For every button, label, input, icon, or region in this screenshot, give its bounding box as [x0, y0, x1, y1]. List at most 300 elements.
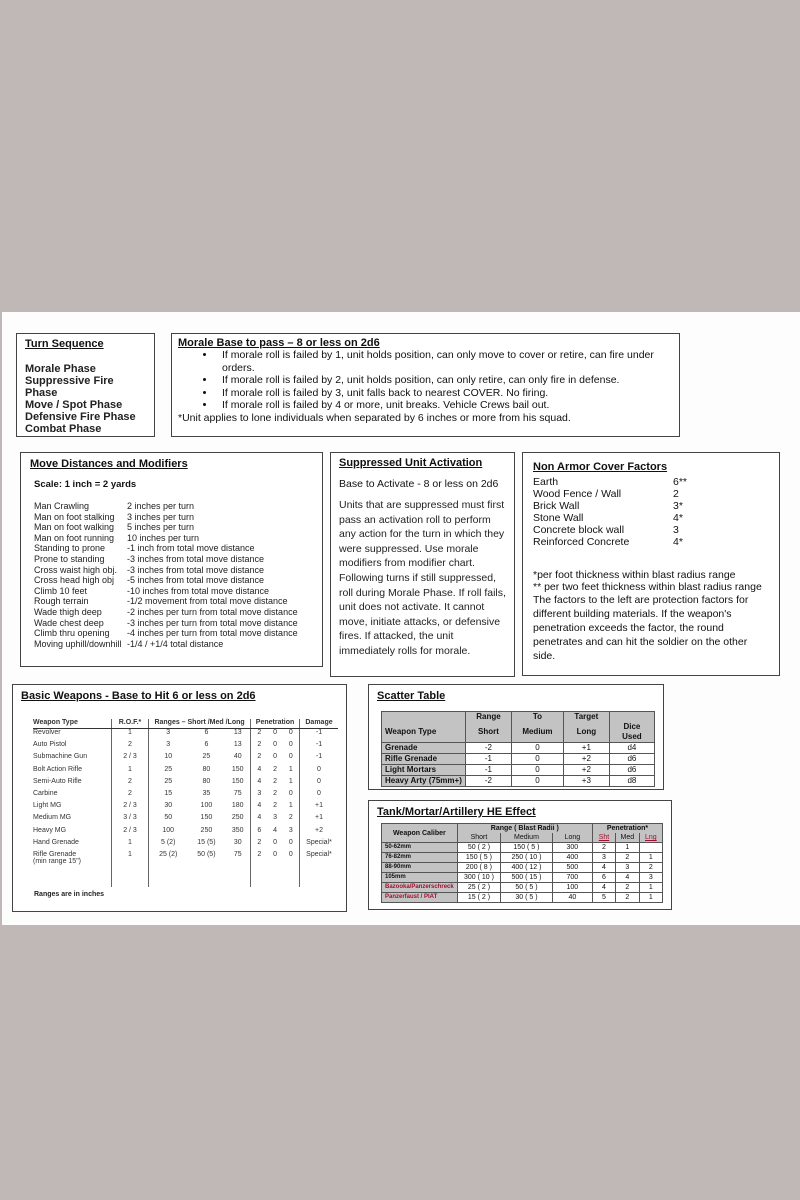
he-sub-head: Medium: [501, 833, 553, 843]
phase-item: Move / Spot Phase: [25, 399, 123, 411]
move-action: Wade thigh deep: [34, 606, 102, 617]
move-value: -1/2 movement from total move distance: [127, 596, 288, 607]
move-value: -5 inches from total move distance: [127, 575, 265, 586]
he-value: 150 ( 5 ): [501, 843, 553, 853]
scatter-value: d4: [609, 743, 654, 754]
weapon-range-short: 5 (2): [161, 838, 176, 846]
weapon-rof: 1: [112, 839, 149, 851]
weapon-row: [33, 729, 338, 742]
weapon-pen-long: 1: [283, 802, 300, 814]
cover-title: Non Armor Cover Factors: [533, 461, 668, 473]
weapon-range-med: 50 (5): [197, 850, 216, 858]
weapon-pen-med: 0: [273, 741, 277, 749]
move-row: [34, 501, 298, 512]
weapon-rof: 1: [112, 729, 149, 742]
move-action: Climb thru opening: [34, 628, 110, 639]
suppressed-activation-box: [330, 452, 515, 677]
he-value: 400: [552, 853, 592, 863]
weapon-damage: 0: [317, 765, 321, 773]
scatter-weapon: Light Mortars: [382, 765, 466, 776]
weapon-range-long: 250: [225, 814, 250, 826]
phase-item: Defensive Fire Phase: [25, 411, 136, 423]
move-action: Standing to prone: [34, 543, 106, 554]
weapon-name: Bolt Action Rifle: [33, 765, 83, 773]
weapon-rof: 1: [112, 766, 149, 778]
scatter-row: [382, 765, 655, 776]
he-sub-head: Long: [552, 833, 592, 843]
weapon-range-long: 350: [225, 827, 250, 839]
weapon-pen-med: 2: [273, 765, 277, 773]
weapon-pen-long: 0: [283, 790, 300, 802]
cover-material: Wood Fence / Wall: [533, 488, 622, 500]
he-sub-head: Sht: [592, 833, 615, 843]
spacer-cell: [112, 865, 149, 887]
weapon-range-long: 150: [225, 778, 250, 790]
he-row: [382, 873, 663, 883]
weapon-row: [33, 790, 338, 802]
scatter-value: -2: [465, 776, 511, 787]
suppressed-base: Base to Activate - 8 or less on 2d6: [339, 478, 499, 490]
weapon-pen-long: 0: [283, 753, 300, 765]
weapon-range-short: 25 (2): [159, 850, 178, 858]
weapon-rof: 1: [112, 851, 149, 865]
col-damage: Damage: [300, 719, 339, 729]
cover-row: [533, 536, 687, 548]
weapon-name: Revolver: [33, 729, 61, 736]
he-value: 40: [552, 893, 592, 903]
he-caliber: 76-82mm: [382, 853, 458, 863]
weapon-pen-long: 0: [283, 729, 300, 742]
col-ranges: Ranges – Short /Med /Long: [149, 719, 251, 729]
suppressed-title: Suppressed Unit Activation: [339, 457, 483, 469]
move-row: [34, 639, 298, 650]
phase-item: Morale Phase: [25, 363, 96, 375]
scatter-value: +2: [563, 754, 609, 765]
weapon-range-med: 250: [200, 826, 213, 834]
he-range-head: Range ( Blast Radii ): [457, 824, 592, 834]
weapon-damage: Special*: [306, 838, 332, 846]
scatter-value: 0: [511, 743, 563, 754]
move-value: -10 inches from total move distance: [127, 585, 270, 596]
weapons-title: Basic Weapons - Base to Hit 6 or less on 2d6: [21, 690, 256, 702]
weapon-damage: -1: [315, 753, 323, 761]
move-distances-box: [20, 452, 323, 667]
weapon-name: Hand Grenade: [33, 838, 79, 846]
move-action: Prone to standing: [34, 553, 105, 564]
weapon-row: [33, 802, 338, 814]
weapon-name-cell: [33, 814, 112, 826]
weapon-name: Heavy MG: [33, 826, 67, 834]
scatter-value: -2: [465, 743, 511, 754]
he-value: 50 ( 2 ): [457, 843, 500, 853]
morale-box: [171, 333, 680, 437]
scatter-head: [609, 712, 654, 723]
he-caliber-head: Weapon Caliber: [382, 824, 458, 843]
scatter-value: +2: [563, 765, 609, 776]
weapon-range-short: 25: [164, 765, 173, 773]
weapon-range-long: 40: [225, 753, 250, 765]
weapon-pen-med: 0: [273, 729, 277, 736]
weapon-name-cell: [33, 839, 112, 851]
move-scale: Scale: 1 inch = 2 yards: [34, 479, 137, 490]
weapon-range-long: 30: [225, 839, 250, 851]
scatter-value: -1: [465, 754, 511, 765]
weapon-range-med: 100: [200, 802, 213, 810]
weapon-range-med: 15 (5): [197, 838, 216, 846]
scatter-head: Weapon Type: [382, 722, 466, 743]
weapon-pen-med: 0: [273, 753, 277, 761]
weapons-table: [33, 719, 338, 887]
spacer-cell: [187, 865, 225, 887]
move-action: Man on foot walking: [34, 522, 115, 533]
weapon-range-long: 75: [225, 790, 250, 802]
he-sub-head: Med: [615, 833, 639, 843]
scatter-table: [381, 711, 655, 787]
cover-row: [533, 488, 687, 500]
scatter-head: Short: [465, 722, 511, 743]
weapon-damage: +1: [315, 802, 323, 810]
cover-footnote-1: *per foot thickness within blast radius range: [533, 569, 736, 581]
weapon-name-cell: [33, 753, 112, 765]
weapon-pen-short: 4: [257, 814, 262, 822]
move-row: [34, 565, 298, 576]
move-value: -1 inch from total move distance: [127, 543, 255, 554]
cover-factor: 3: [673, 524, 679, 536]
weapon-name: Auto Pistol: [33, 741, 67, 749]
he-value: 700: [552, 873, 592, 883]
he-effect-box: [368, 800, 672, 910]
cover-material: Concrete block wall: [533, 524, 625, 536]
move-value: -2 inches per turn from total move distance: [127, 606, 298, 617]
morale-rule: • If morale roll is failed by 4 or more, unit breaks. Vehicle Crews bail out.: [216, 399, 673, 412]
cover-row: [533, 524, 687, 536]
move-row: [34, 607, 298, 618]
move-row: [34, 575, 298, 586]
turn-sequence-box: [16, 333, 155, 437]
weapon-damage: 0: [317, 789, 321, 797]
weapon-pen-med: 2: [273, 802, 277, 810]
he-value: 500: [552, 863, 592, 873]
move-row: [34, 554, 298, 565]
he-row: [382, 883, 663, 893]
he-caliber: Bazooka/Panzerschreck: [382, 883, 458, 893]
weapons-footer: Ranges are in inches: [34, 891, 105, 898]
cover-material: Earth: [533, 476, 559, 488]
move-action: Cross head high obj: [34, 575, 115, 586]
move-value: 10 inches per turn: [127, 532, 200, 543]
weapon-range-med: 6: [204, 741, 209, 749]
spacer-cell: [283, 865, 300, 887]
move-value: -3 inches from total move distance: [127, 564, 265, 575]
he-value: 3: [639, 873, 662, 883]
weapon-range-short: 30: [164, 802, 173, 810]
move-action: Climb 10 feet: [34, 585, 88, 596]
weapon-pen-med: 2: [273, 789, 277, 797]
he-table: [381, 823, 663, 903]
weapon-note: (min range 15"): [33, 857, 82, 865]
move-value: -3 inches per turn from total move distance: [127, 617, 298, 628]
he-value: 2: [615, 893, 639, 903]
cover-row: [533, 500, 687, 512]
he-row: [382, 853, 663, 863]
weapon-name: Carbine: [33, 789, 58, 797]
weapon-rof: 2: [112, 741, 149, 753]
col-weapon-type: Weapon Type: [33, 719, 112, 729]
cover-factor: 3*: [673, 500, 683, 512]
weapon-name-cell: [33, 741, 112, 753]
he-value: 200 ( 8 ): [457, 863, 500, 873]
scatter-weapon: Grenade: [382, 743, 466, 754]
cover-footnote-2: ** per two feet thickness within blast radius range: [533, 581, 762, 593]
basic-weapons-box: [12, 684, 347, 912]
weapon-row: [33, 766, 338, 778]
weapon-pen-short: 6: [257, 826, 262, 834]
weapon-range-short: 25: [164, 777, 173, 785]
he-value: 3: [615, 863, 639, 873]
cover-factor: 2: [673, 488, 679, 500]
he-value: 15 ( 2 ): [457, 893, 500, 903]
weapon-pen-med: 4: [273, 826, 277, 834]
he-value: 1: [639, 893, 662, 903]
weapon-damage: -1: [315, 741, 323, 749]
suppressed-body: Units that are suppressed must first pass an activation roll to perform any action for the turn in which they were suppressed. Use morale modifiers from modifier chart. Following turns if still suppressed, roll during Morale Phase. If roll fails, unit does not activate. It cannot move, initiate attacks, or defensive fires. If attacked, the unit immediately rolls for morale.: [339, 499, 506, 657]
col-penetration: Penetration: [251, 719, 300, 729]
he-caliber: 88-90mm: [382, 863, 458, 873]
weapon-range-short: 15: [164, 789, 173, 797]
cover-factors-box: [522, 452, 780, 676]
cover-material: Stone Wall: [533, 512, 584, 524]
he-value: 2: [615, 853, 639, 863]
weapon-row: [33, 778, 338, 790]
morale-rule: • If morale roll is failed by 1, unit holds position, can only move to cover or retire, can fire under orders.: [216, 349, 673, 374]
scatter-value: d8: [609, 776, 654, 787]
weapon-rof: 2: [112, 790, 149, 802]
he-value: 2: [615, 883, 639, 893]
phase-item: Combat Phase: [25, 423, 102, 435]
weapon-range-med: 35: [202, 789, 211, 797]
cover-material: Brick Wall: [533, 500, 580, 512]
move-row: [34, 628, 298, 639]
weapon-name-cell: [33, 802, 112, 814]
move-action: Cross waist high obj.: [34, 564, 118, 575]
cover-table: [533, 476, 687, 548]
weapon-range-long: 150: [225, 766, 250, 778]
weapon-rof: 3 / 3: [112, 814, 149, 826]
turn-sequence-title: Turn Sequence: [25, 338, 104, 350]
morale-list: [178, 349, 673, 412]
weapon-range-short: 100: [162, 826, 175, 834]
move-title: Move Distances and Modifiers: [30, 458, 188, 470]
spacer-cell: [300, 865, 339, 887]
move-table: [34, 501, 298, 649]
weapon-row: [33, 741, 338, 753]
scatter-value: -1: [465, 765, 511, 776]
weapon-name: Medium MG: [33, 814, 72, 822]
scatter-row: [382, 754, 655, 765]
move-row: [34, 533, 298, 544]
weapon-row: [33, 839, 338, 851]
he-row: [382, 893, 663, 903]
weapon-pen-long: 0: [283, 851, 300, 865]
he-caliber: Panzerfaust / PIAT: [382, 893, 458, 903]
move-value: 5 inches per turn: [127, 522, 195, 533]
weapon-pen-med: 2: [273, 777, 277, 785]
weapon-pen-short: 4: [257, 765, 262, 773]
he-value: 150 ( 5 ): [457, 853, 500, 863]
cover-row: [533, 476, 687, 488]
weapon-row: [33, 814, 338, 826]
weapon-rof: 2 / 3: [112, 753, 149, 765]
he-caliber: 105mm: [382, 873, 458, 883]
weapon-pen-short: 2: [257, 741, 262, 749]
weapon-range-long: 13: [225, 729, 250, 742]
weapon-range-short: 50: [164, 814, 173, 822]
he-value: 4: [615, 873, 639, 883]
weapon-pen-long: 1: [283, 766, 300, 778]
he-title: Tank/Mortar/Artillery HE Effect: [377, 806, 536, 818]
he-sub-head: Lng: [639, 833, 662, 843]
weapon-pen-short: 2: [257, 850, 262, 858]
he-value: 2: [639, 863, 662, 873]
spacer-cell: [251, 865, 268, 887]
he-value: 500 ( 15 ): [501, 873, 553, 883]
he-value: 3: [592, 853, 615, 863]
scatter-weapon: Rifle Grenade: [382, 754, 466, 765]
weapon-range-long: 75: [225, 851, 250, 865]
weapon-pen-short: 3: [257, 789, 262, 797]
he-value: 1: [639, 883, 662, 893]
morale-rule: • If morale roll is failed by 3, unit falls back to nearest COVER. No firing.: [216, 387, 673, 400]
cover-factor: 4*: [673, 512, 683, 524]
morale-title: Morale Base to pass – 8 or less on 2d6: [178, 337, 380, 349]
spacer-cell: [225, 865, 250, 887]
move-row: [34, 512, 298, 523]
he-value: [639, 843, 662, 853]
he-value: 6: [592, 873, 615, 883]
scatter-head: Range: [465, 712, 511, 723]
move-row: [34, 586, 298, 597]
he-sub-head: Short: [457, 833, 500, 843]
weapon-name-cell: [33, 729, 112, 742]
weapon-pen-med: 3: [273, 814, 277, 822]
weapon-damage: Special*: [306, 850, 332, 858]
morale-note: *Unit applies to lone individuals when separated by 6 inches or more from his squad.: [178, 411, 571, 424]
weapon-range-med: 80: [202, 765, 211, 773]
move-action: Rough terrain: [34, 596, 89, 607]
he-value: 1: [639, 853, 662, 863]
cover-explanation: The factors to the left are protection factors for different building materials. If the weapon's penetration exceeds the factor, the round penetrates and can hit the soldier on the other side.: [533, 594, 749, 662]
scatter-head: Dice Used: [609, 722, 654, 743]
he-value: 250 ( 10 ): [501, 853, 553, 863]
move-row: [34, 543, 298, 554]
weapon-pen-long: 3: [283, 827, 300, 839]
he-value: 400 ( 12 ): [501, 863, 553, 873]
scatter-table-box: [368, 684, 664, 790]
move-value: -3 inches from total move distance: [127, 553, 265, 564]
weapon-pen-long: 1: [283, 778, 300, 790]
weapon-name: Light MG: [33, 802, 62, 810]
move-value: -1/4 / +1/4 total distance: [127, 638, 224, 649]
weapon-damage: 0: [317, 777, 321, 785]
weapon-rof: 2 / 3: [112, 827, 149, 839]
he-value: 25 ( 2 ): [457, 883, 500, 893]
weapon-name-cell: [33, 827, 112, 839]
weapon-row: [33, 753, 338, 765]
move-value: -4 inches per turn from total move distance: [127, 628, 298, 639]
he-value: 4: [592, 883, 615, 893]
scatter-head: To: [511, 712, 563, 723]
weapon-range-short: 3: [166, 741, 171, 749]
morale-rule: • If morale roll is failed by 2, unit holds position, can only retire, can only fire in defense.: [216, 374, 673, 387]
scatter-head: Target: [563, 712, 609, 723]
scatter-row: [382, 743, 655, 754]
scatter-value: 0: [511, 754, 563, 765]
weapon-row: [33, 827, 338, 839]
weapon-range-med: 80: [202, 777, 211, 785]
he-value: 30 ( 5 ): [501, 893, 553, 903]
he-value: 2: [592, 843, 615, 853]
weapon-damage: -1: [315, 729, 323, 736]
spacer-cell: [33, 865, 112, 887]
weapon-range-med: 150: [200, 814, 213, 822]
scatter-value: d6: [609, 754, 654, 765]
he-row: [382, 843, 663, 853]
scatter-value: 0: [511, 776, 563, 787]
scatter-title: Scatter Table: [377, 690, 446, 702]
weapon-range-long: 13: [225, 741, 250, 753]
weapon-range-med: 25: [202, 753, 211, 761]
weapon-pen-med: 0: [273, 850, 277, 858]
move-action: Man Crawling: [34, 501, 90, 511]
scatter-head: Medium: [511, 722, 563, 743]
weapon-pen-short: 2: [257, 838, 262, 846]
weapon-pen-long: 0: [283, 839, 300, 851]
cover-factor: 4*: [673, 536, 683, 548]
col-rof: R.O.F.*: [112, 719, 149, 729]
he-value: 300: [552, 843, 592, 853]
weapon-name-cell: [33, 851, 112, 865]
phase-item: Suppressive Fire Phase: [25, 375, 114, 399]
spacer-cell: [268, 865, 283, 887]
weapon-row: [33, 851, 338, 865]
scatter-weapon: Heavy Arty (75mm+): [382, 776, 466, 787]
scatter-row: [382, 776, 655, 787]
move-value: 3 inches per turn: [127, 511, 195, 522]
move-action: Man on foot running: [34, 532, 115, 543]
weapon-name-cell: [33, 790, 112, 802]
weapon-damage: +2: [315, 826, 323, 834]
weapon-name: Submachine Gun: [33, 753, 88, 761]
cover-row: [533, 512, 687, 524]
he-value: 1: [615, 843, 639, 853]
move-action: Wade chest deep: [34, 617, 104, 628]
move-row: [34, 522, 298, 533]
spacer-cell: [149, 865, 188, 887]
weapon-name: Semi-Auto Rifle: [33, 777, 82, 785]
he-pen-head: Penetration*: [592, 824, 662, 834]
weapon-pen-short: 2: [257, 729, 262, 736]
cover-material: Reinforced Concrete: [533, 536, 630, 548]
scatter-value: +1: [563, 743, 609, 754]
weapon-range-short: 10: [164, 753, 173, 761]
weapon-pen-long: 2: [283, 814, 300, 826]
move-row: [34, 618, 298, 629]
weapon-rof: 2 / 3: [112, 802, 149, 814]
he-value: 5: [592, 893, 615, 903]
he-value: 50 ( 5 ): [501, 883, 553, 893]
weapon-spacer-row: [33, 865, 338, 887]
scatter-head: Long: [563, 722, 609, 743]
